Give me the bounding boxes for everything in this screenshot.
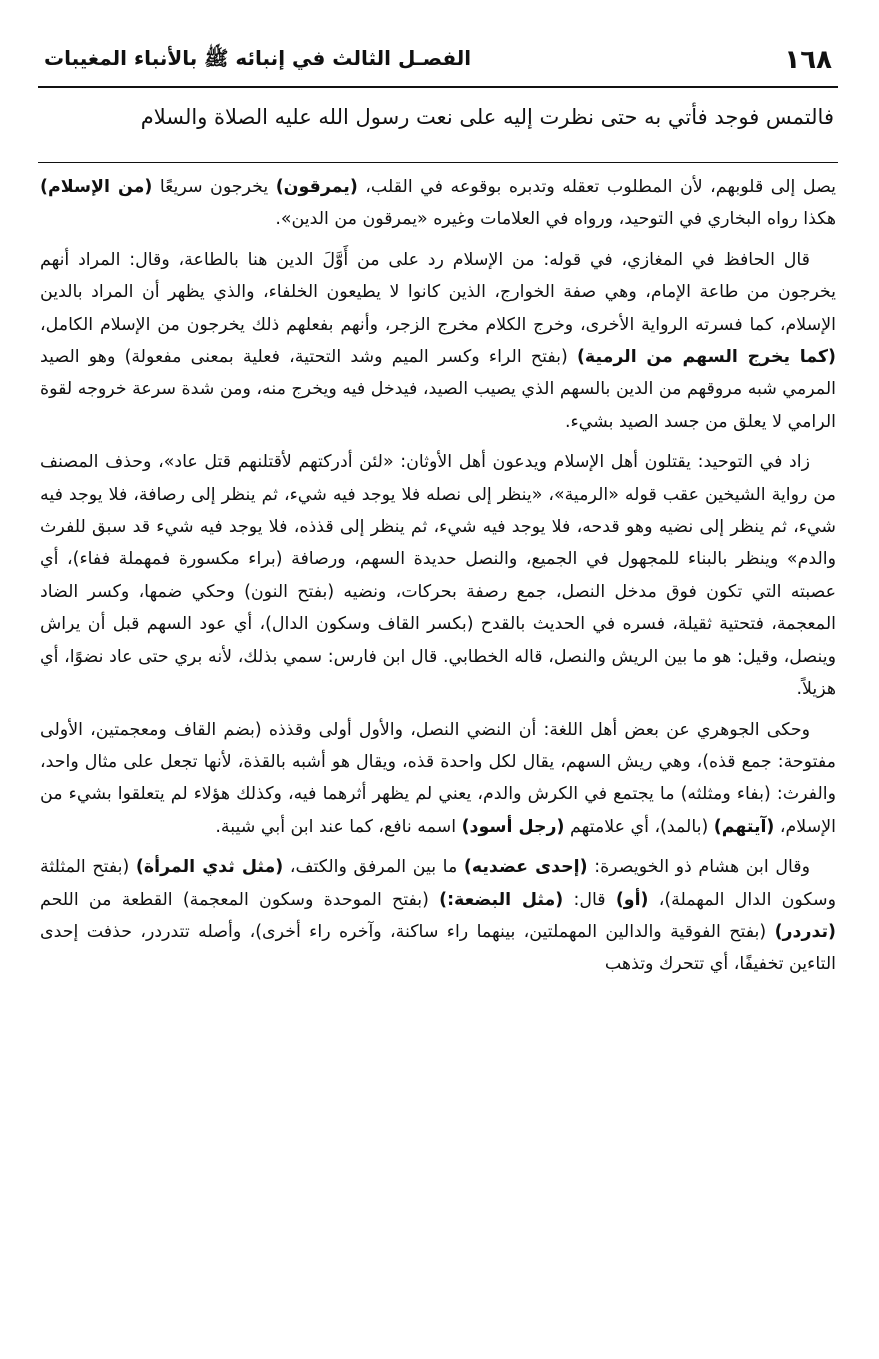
- commentary-section: [38, 171, 838, 981]
- bold-term: (إحدى عضديه): [463, 857, 588, 878]
- text-segment: (بفتح الموحدة وسكون المعجمة) القطعة من اللحم: [40, 889, 440, 910]
- bold-term: (تدردر): [774, 921, 836, 942]
- text-segment: قال:: [563, 889, 616, 910]
- running-title: الفصـل الثالث في إنبائه ﷺ بالأنباء المغيبات: [44, 45, 472, 70]
- bold-term: (من الإسلام): [40, 177, 153, 197]
- text-segment: (بالمد)، أي علامتهم: [564, 816, 714, 837]
- page-number: ١٦٨: [784, 45, 832, 75]
- text-segment: (بفتح المثلثة وسكون الدال المهملة)،: [40, 857, 836, 910]
- text-segment: يخرجون سريعًا: [152, 177, 276, 197]
- text-segment: ما بين المرفق والكتف،: [283, 857, 464, 878]
- bold-term: (آيتهم): [713, 816, 775, 837]
- hadith-main-text: فالتمس فوجد فأتي به حتى نظرت إليه على نعت رسول الله عليه الصلاة والسلام: [140, 105, 834, 129]
- text-segment: يصل إلى قلوبهم، لأن المطلوب تعقله وتدبره بوقوعه في القلب،: [357, 177, 836, 197]
- text-segment: اسمه نافع، كما عند ابن أبي شيبة.: [215, 816, 462, 837]
- commentary-paragraph-5: [40, 851, 836, 981]
- text-segment: قال الحافظ في المغازي، في قوله: من الإسلام رد على من أَوَّلَ الدين هنا بالطاعة، وقال: المراد أنهم يخرجون من طاعة الإمام، وهي صفة الخوارج، الذين كانوا لا يطيعون الخلفاء، والذي يظهر أن المراد بالدين الإسلام، كما فسرته الرواية الأخرى، وخرج الكلام مخرج الزجر، وأنهم بفعلهم ذلك يخرجون من الإسلام الكامل،: [40, 249, 836, 335]
- book-page: [38, 40, 838, 989]
- page-header: [38, 40, 838, 88]
- text-segment: هكذا رواه البخاري في التوحيد، ورواه في العلامات وغيره «يمرقون من الدين».: [275, 209, 836, 230]
- commentary-paragraph-2: [40, 244, 836, 438]
- commentary-paragraph-3: [40, 446, 836, 705]
- text-segment: وقال ابن هشام ذو الخويصرة:: [587, 857, 810, 878]
- bold-term: (رجل أسود): [461, 816, 565, 837]
- bold-term: (مثل البضعة:): [439, 889, 564, 910]
- text-segment: زاد في التوحيد: يقتلون أهل الإسلام ويدعون أهل الأوثان: «لئن أدركتهم لأقتلنهم قتل عاد»، وحذف المصنف من رواية الشيخين عقب قوله «الرمية»، «ينظر إلى نصله فلا يوجد فيه شيء، ثم ينظر إلى رصافة، فلا يوجد فيه شيء، ثم ينظر إلى نضيه وهو قدحه، فلا يوجد فيه شيء، ثم ينظر إلى قذذه، فلا يوجد فيه شيء قد سبق للفرث والدم» وينظر بالبناء للمجهول في الجميع، والنصل حديدة السهم، ورصافة (براء مكسورة فمهملة ففاء)، أي عصبته التي تكون فوق مدخل النصل، جمع رصفة بحركات، ونضيه (بفتح النون) وحكي ضمها، وكسر الضاد المعجمة، فتحتية ثقيلة، فسره في الحديث بالقدح (بكسر القاف وسكون الدال)، أي عود السهم قبل أن يراش وينصل، وقيل: هو ما بين الريش والنصل، قاله الخطابي. قال ابن فارس: سمي بذلك، لأنه بري حتى عاد نضوًا، أي هزيلاً.: [40, 452, 836, 700]
- text-segment: (بفتح الراء وكسر الميم وشد التحتية، فعلية بمعنى مفعولة) وهو الصيد المرمي شبه مروقهم من الدين بالسهم الذي يصيب الصيد، فيدخل فيه ويخرج منه، ومن شدة سرعة خروجه لقوة الرامي لا يعلق من جسد الصيد بشيء.: [40, 347, 836, 432]
- bold-term: (مثل ثدي المرأة): [135, 857, 284, 878]
- bold-term: (يمرقون): [275, 177, 358, 197]
- commentary-paragraph-4: [40, 714, 836, 844]
- text-segment: وحكى الجوهري عن بعض أهل اللغة: أن النضي النصل، والأول أولى وقذذه (بضم القاف ومعجمتين، الأولى مفتوحة: جمع قذه)، وهي ريش السهم، يقال لكل واحدة قذه، ويقال هو أشبه بالقذة، لأنها تجعل على مثال واحد، والفرث: (بفاء ومثلثه) ما يجتمع في الكرش والدم، يعني لم يظهر أثرهما فيه، وكذلك هؤلاء لم يتعلقوا بشيء من الإسلام،: [40, 719, 836, 837]
- footnote-divider: [38, 162, 838, 163]
- bold-term: (كما يخرج السهم من الرمية): [576, 347, 836, 368]
- bold-term: (أو): [615, 889, 649, 910]
- commentary-paragraph-1: [40, 171, 836, 236]
- text-segment: (بفتح الفوقية والدالين المهملتين، بينهما راء ساكنة، وآخره راء أخرى)، وأصله تتدردر، حذفت إحدى التاءين تخفيفًا، أي تتحرك وتذهب: [40, 921, 836, 975]
